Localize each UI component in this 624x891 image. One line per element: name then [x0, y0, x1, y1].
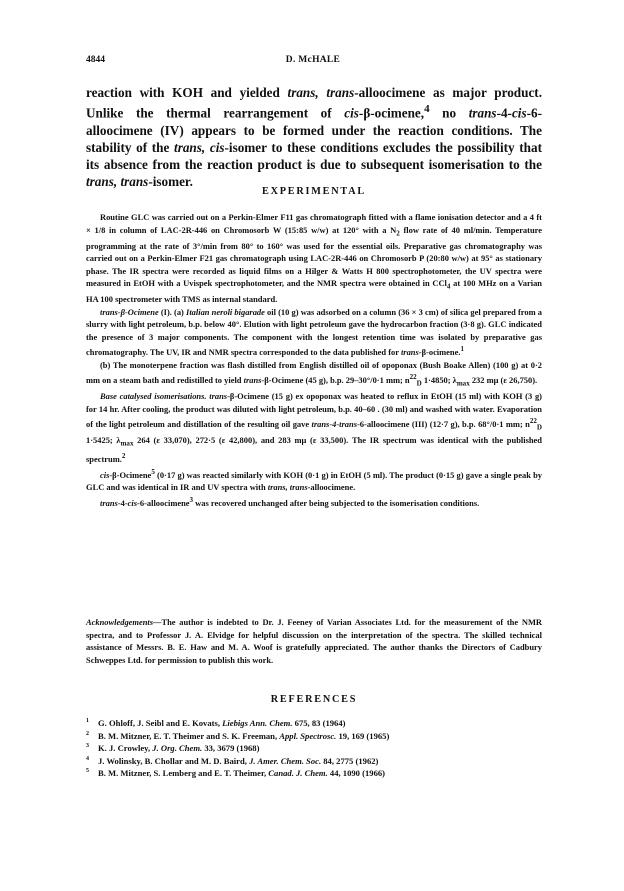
reference-item: [86, 742, 542, 755]
experimental-paragraph: [86, 306, 542, 359]
text: at 100 MHz on a Varian HA 100 spectrometer with TMS as internal standard.: [86, 278, 542, 305]
reference-volume: 33,: [202, 743, 216, 754]
page-header: [86, 55, 540, 69]
reference-number: 1: [86, 718, 89, 724]
reference-pages-year: 169 (1965): [349, 730, 390, 741]
experimental-paragraph: [86, 359, 542, 391]
text: (I). (a): [158, 306, 187, 317]
text: -alloocimene.: [307, 482, 356, 492]
reference-authors: J. Wolinsky, B. Chollar and M. D. Baird,: [98, 755, 250, 766]
text: -6-alloocimene (IV) appears to be formed under the reaction conditions. The stability of the: [86, 105, 542, 155]
text: trans: [400, 347, 419, 358]
experimental-paragraph: [86, 390, 542, 466]
text: -6-alloocimene (III) (12·7 g), b.p. 68°/0·1 mm; n: [357, 419, 530, 429]
reference-journal: J. Amer. Chem. Soc.: [249, 755, 322, 766]
text: -β-ocimene,: [358, 105, 425, 121]
reference-item: [86, 717, 542, 730]
text: trans: [468, 105, 497, 121]
text: cis: [127, 497, 138, 508]
reference-pages-year: 3679 (1968): [215, 743, 260, 754]
text: reaction with KOH and yielded: [86, 85, 288, 100]
text: -4-: [496, 105, 512, 121]
text: oil (10 g) was adsorbed on a column (36 × 3 cm) of silica gel prepared from a slurry with light petroleum, b.p. below 40°. Elution with light petroleum gave the hydrocarbon fraction (3·8 g). GLC indicated the presence of 3 major components. The component with the longest retention time was isolated by preparative gas chromatography. The UV, IR and NMR spectra corresponded to the data published for: [86, 306, 542, 358]
reference-volume: 44,: [327, 768, 341, 779]
reference-number: 2: [86, 730, 89, 737]
text: trans: [243, 375, 262, 385]
reference-number: 4: [86, 755, 89, 762]
experimental-section: [86, 211, 542, 509]
text: Base catalysed isomerisations. trans: [100, 391, 228, 402]
citation-mark: 3: [189, 495, 194, 504]
experimental-paragraph: [86, 211, 542, 306]
subscript: max: [120, 439, 134, 448]
reference-authors: B. M. Mitzner, S. Lemberg and E. T. Theimer,: [98, 768, 269, 779]
text: 232 mμ (ε 26,750).: [469, 375, 538, 385]
text: -alloocimene as major product. Unlike the thermal rearrangement of: [86, 85, 542, 121]
text: cis: [100, 469, 110, 480]
reference-authors: G. Ohloff, J. Seibl and E. Kovats,: [98, 718, 223, 728]
superscript: 22: [529, 417, 537, 426]
citation-mark: 5: [151, 467, 155, 476]
reference-journal: J. Org. Chem.: [152, 743, 203, 754]
acknowledgements: [86, 616, 542, 666]
experimental-paragraph: [86, 494, 542, 509]
reference-item: [86, 767, 542, 780]
text: Italian neroli bigarade: [186, 306, 265, 317]
experimental-paragraph: [86, 466, 542, 494]
citation-mark: 2: [121, 452, 126, 461]
acknowledgements-text: —The author is indebted to Dr. J. Feeney of Varian Associates Ltd. for the measurement of the NMR spectra, and to Professor J. A. Elvidge for helpful discussion on the interpretation of the spectra. The skilled technical assistance of Messrs. B. E. Haw and M. A. Woof is gratefully appreciated. The author thanks the Directors of Cadbury Schweppes Ltd. for permission to publish this work.: [86, 617, 542, 665]
text: trans, trans: [86, 174, 149, 190]
text: 264 (ε 33,070), 272·5 (ε 42,800), and 283 mμ (ε 33,500). The IR spectrum was identical with the published spectrum.: [86, 435, 542, 465]
text: was recovered unchanged after being subjected to the isomerisation conditions.: [193, 497, 480, 508]
text: -β-Ocimene: [109, 469, 152, 480]
text: -isomer.: [148, 174, 193, 190]
text: trans: [100, 497, 118, 508]
references-heading: REFERENCES: [270, 694, 358, 705]
text: no: [429, 105, 469, 121]
reference-journal: Liebigs Ann. Chem.: [222, 718, 293, 728]
reference-item: [86, 755, 542, 768]
text: -β-Ocimene (15 g) ex opoponax was heated to reflux in EtOH (15 ml) with KOH (3 g) for 14 hr. After cooling, the product was diluted with light petroleum, b.p. 40–60 . (30 ml) and washed with water. Evaporation of the light petroleum and distillation of the resulting oil gave: [86, 391, 542, 429]
text: trans, trans: [287, 85, 355, 100]
text: -isomer to these conditions excludes the possibility that its absence from the reaction product is due to subsequent isomerisation to the: [86, 140, 542, 173]
text: (0·17 g) was reacted similarly with KOH (0·1 g) in EtOH (5 ml). The product (0·15 g) gave a single peak by GLC and was identical in IR and UV spectra with: [86, 469, 542, 492]
experimental-heading: EXPERIMENTAL: [261, 186, 367, 197]
reference-pages-year: 1090 (1966): [340, 768, 386, 779]
subscript: D: [536, 423, 542, 432]
reference-authors: K. J. Crowley,: [98, 743, 153, 754]
text: trans-4-trans: [311, 419, 357, 429]
citation-mark: 4: [424, 103, 430, 116]
reference-pages-year: 83 (1964): [309, 718, 346, 728]
reference-journal: Canad. J. Chem.: [268, 768, 328, 779]
reference-list: [86, 717, 542, 780]
reference-number: 5: [86, 768, 89, 775]
running-head: D. McHALE: [285, 55, 341, 65]
text: -4-: [117, 497, 128, 508]
reference-journal: Appl. Spectrosc.: [279, 730, 337, 741]
text: -6-alloocimene: [137, 497, 190, 508]
text: -β-ocimene.: [418, 347, 461, 358]
text: cis: [344, 105, 359, 121]
citation-mark: 1: [460, 345, 464, 354]
reference-volume: 19,: [336, 730, 350, 741]
text: trans, trans: [267, 482, 308, 492]
reference-item: [86, 730, 542, 743]
text: 1·4850; λ: [421, 375, 457, 385]
subscript: D: [416, 379, 422, 388]
subscript: max: [456, 379, 470, 388]
intro-paragraph: [86, 84, 542, 191]
reference-number: 3: [86, 743, 89, 750]
text: Routine GLC was carried out on a Perkin-Elmer F11 gas chromatograph fitted with a flame ionisation detector and a 4 ft × 1/8 in column of LAC-2R-446 on Chromosorb W (15:85 w/w) at 120° with a N: [86, 212, 542, 235]
reference-volume: 84,: [321, 755, 334, 766]
text: 1·5425; λ: [86, 435, 121, 446]
acknowledgements-label: Acknowledgements: [86, 617, 154, 627]
text: -β-Ocimene (45 g), b.p. 29–30°/0·1 mm; n: [261, 375, 410, 385]
text: (b) The monoterpene fraction was flash distilled from English distilled oil of opoponax (Bush Boake Allen) (100 g) at 0·2 mm on a steam bath and redistilled to yield: [86, 359, 542, 385]
reference-volume: 675,: [292, 718, 310, 728]
subscript: 4: [446, 282, 451, 291]
text: trans-β-Ocimene: [100, 306, 159, 317]
page-number: 4844: [86, 55, 105, 65]
reference-authors: B. M. Mitzner, E. T. Theimer and S. K. Freeman,: [98, 730, 280, 741]
subscript: 2: [396, 229, 400, 238]
text: trans, cis: [174, 140, 225, 155]
text: flow rate of 40 ml/min. Temperature programming at the rate of 3°/min from 80° to 160° was used for the essential oils. Preparative gas chromatography was carried out on a Perkin-Elmer F21 gas chromatograph using LAC-2R-446 on Chromosorb P (20:80 w/w) at 95° as stationary phase. The IR spectra were recorded as liquid films on a Hilger & Watts H 800 spectrophotometer, the UV spectra were measured in EtOH with a Uvispek spectrophotometer, and the NMR spectra were obtained in CCl: [86, 224, 542, 289]
superscript: 22: [409, 373, 417, 382]
reference-pages-year: 2775 (1962): [334, 755, 379, 766]
text: cis: [511, 105, 527, 121]
